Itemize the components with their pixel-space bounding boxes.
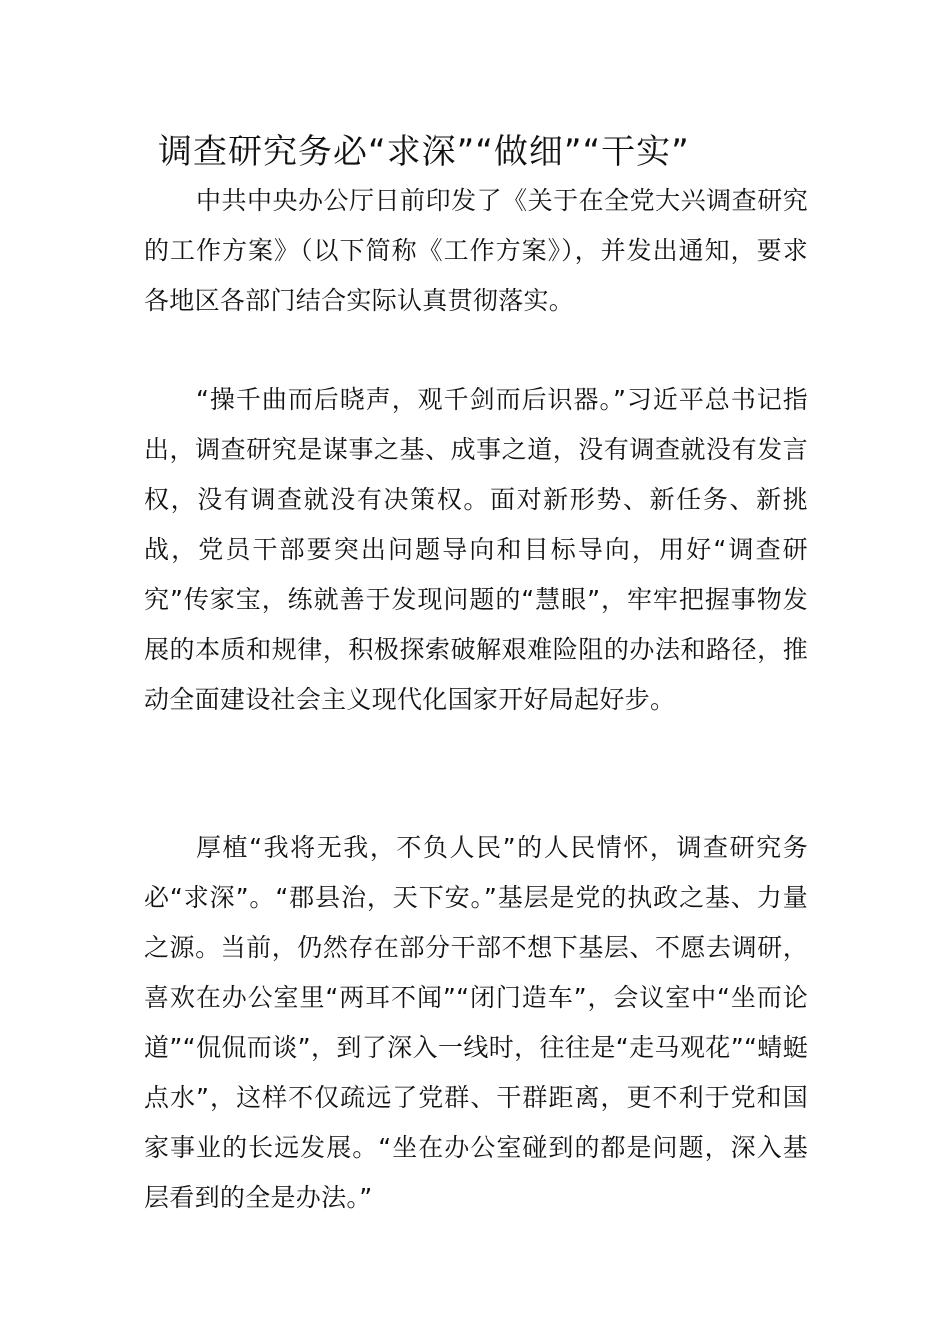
document-title: 调查研究务必“求深”“做细”“干实” (158, 132, 690, 172)
paragraph-intro: 中共中央办公厅日前印发了《关于在全党大兴调查研究的工作方案》（以下简称《工作方案》），并发出通知，要求各地区各部门结合实际认真贯彻落实。 (144, 186, 808, 315)
paragraph-quote: “操千曲而后晓声，观千剑而后识器。”习近平总书记指出，调查研究是谋事之基、成事之道，没有调查就没有发言权，没有调查就没有决策权。面对新形势、新任务、新挑战，党员干部要突出问题导向和目标导向，用好“调查研究”传家宝，练就善于发现问题的“慧眼”，牢牢把握事物发展的本质和规律，积极探索破解艰难险阻的办法和路径，推动全面建设社会主义现代化国家开好局起好步。 (144, 385, 808, 714)
paragraph-seek-depth: 厚植“我将无我，不负人民”的人民情怀，调查研究务必“求深”。“郡县治，天下安。”基层是党的执政之基、力量之源。当前，仍然存在部分干部不想下基层、不愿去调研，喜欢在办公室里“两耳不闻”“闭门造车”，会议室中“坐而论道”“侃侃而谈”，到了深入一线时，往往是“走马观花”“蜻蜓点水”，这样不仅疏远了党群、干群距离，更不利于党和国家事业的长远发展。“坐在办公室碰到的都是问题，深入基层看到的全是办法。” (144, 833, 808, 1212)
